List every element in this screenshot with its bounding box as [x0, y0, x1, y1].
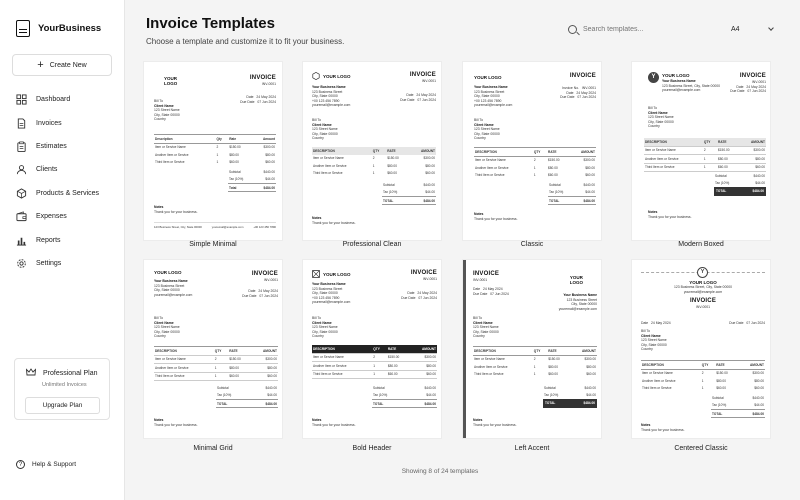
plan-card: [14, 358, 110, 420]
create-new-button[interactable]: [12, 54, 112, 76]
preview-logo: YOUR LOGO: [164, 76, 178, 87]
y-logo-icon: Y: [697, 267, 708, 278]
sidebar-item-label: Expenses: [36, 213, 67, 221]
template-name: Bold Header: [352, 445, 392, 452]
box-icon: [16, 188, 27, 199]
template-name: Centered Classic: [674, 445, 728, 452]
preview-table: DESCRIPTION QTY RATE AMOUNT Item or Service Name 2 $150.00 $300.00 Another Item or Service 1 $80.00 $80.00 Third Item or Service 1 $60.00 $60.00: [473, 346, 597, 378]
plan-title: Professional Plan: [43, 369, 98, 377]
gear-icon: [16, 258, 27, 269]
template-name: Left Accent: [514, 445, 550, 452]
plus-icon: +: [37, 58, 44, 71]
preview-number: INV-0001: [261, 82, 276, 87]
upgrade-plan-button[interactable]: Upgrade Plan: [25, 397, 100, 414]
brand[interactable]: [16, 20, 101, 37]
sidebar-item-label: Products & Services: [36, 189, 100, 197]
template-card-classic[interactable]: YOUR LOGO INVOICE Your Business Name 123 Business Street City, State 00000 +00 123 456 7890 youremail@example.com Invoice No. INV-0001 Date 24 May 2024 Due Date 07 Jun 2024 Bill To Client Name 123 Street Name City, State 00000 Country DESCRIPTION QTY RATE AMOUNT Item or Service Name 2 $150.00 $300.00 Another Item or Service 1 $80.00 $80.00 Third Item or Service 1 $60.00 $60.00 Subtotal $440.00 Tax (10%) $44.00 TOTAL $484.00 Notes Thank you for your business.: [462, 61, 602, 241]
template-name: Classic: [520, 241, 544, 248]
grid-icon: [16, 94, 27, 105]
accent-bar: [463, 260, 466, 439]
preview-table: DESCRIPTION QTY RATE AMOUNT Item or Service Name 2 $150.00 $300.00 Another Item or Service 1 $80.00 $80.00 Third Item or Service 1 $60.00 $60.00: [313, 148, 435, 176]
template-name: Minimal Grid: [193, 445, 233, 452]
sidebar-nav: [16, 88, 99, 275]
template-card-left-accent[interactable]: INVOICE INV-0001 Date 24 May 2024 Due Date 07 Jun 2024 YOUR LOGO Your Business Name 123 Business Street City, State 00000 youremail@example.com Bill To Client Name 123 Street Name City, State 00000 Country DESCRIPTION QTY RATE AMOUNT Item or Service Name 2 $150.00 $300.00 Another Item or Service 1 $80.00 $80.00 Third Item or Service 1 $60.00 $60.00 Subtotal $440.00 Tax (10%) $44.00 TOTAL $484.00 Notes Thank you for your business.: [462, 259, 602, 439]
paper-size-value: A4: [731, 25, 740, 33]
y-logo-icon: Y: [648, 72, 659, 83]
template-name: Simple Minimal: [189, 241, 237, 248]
chevron-down-icon: [768, 25, 774, 31]
sidebar-item-label: Reports: [36, 236, 61, 244]
plan-header: [26, 368, 97, 378]
search-input[interactable]: [583, 26, 713, 33]
wallet-icon: [16, 211, 27, 222]
sidebar-item-dashboard[interactable]: [16, 88, 99, 111]
document-icon: [16, 118, 27, 129]
pagination-status: Showing 8 of 24 templates: [401, 468, 479, 475]
sidebar-item-label: Invoices: [36, 119, 62, 127]
preview-title: INVOICE: [249, 75, 276, 81]
sidebar-item-invoices[interactable]: [16, 111, 99, 134]
search-icon: [568, 25, 577, 34]
preview-table: DESCRIPTION QTY RATE AMOUNT Item or Service Name 2 $150.00 $300.00 Another Item or Service 1 $80.00 $80.00 Third Item or Service 1 $60.00 $60.00: [474, 147, 596, 179]
image-logo-icon: [312, 270, 320, 280]
brand-name: YourBusiness: [38, 23, 102, 34]
sidebar-item-estimates[interactable]: [16, 135, 99, 158]
user-icon: [16, 164, 27, 175]
sidebar-item-expenses[interactable]: [16, 205, 99, 228]
sidebar: [0, 0, 125, 500]
template-name: Professional Clean: [342, 241, 402, 248]
preview-table: DESCRIPTION QTY RATE AMOUNT Item or Service Name 2 $150.00 $300.00 Another Item or Service 1 $80.00 $80.00 Third Item or Service 1 $60.00 $60.00: [644, 138, 766, 172]
template-card-modern-boxed[interactable]: Y YOUR LOGO Your Business Name 123 Business Street, City, State 00000 youremail@example.com INVOICE INV-0001 Date 24 May 2024 Due Date 07 Jun 2024 Bill To Client Name 123 Street Name City, State 00000 Country DESCRIPTION QTY RATE AMOUNT Item or Service Name 2 $150.00 $300.00 Another Item or Service 1 $80.00 $80.00 Third Item or Service 1 $60.00 $60.00 Subtotal $440.00 Tax (10%) $44.00 TOTAL $484.00 Notes Thank you for your business.: [631, 61, 771, 241]
help-label: Help & Support: [32, 461, 77, 468]
template-card-professional-clean[interactable]: YOUR LOGO INVOICE INV-0001 Your Business Name 123 Business Street City, State 00000 +00 123 456 7890 youremail@example.com Date 24 May 2024 Due Date 07 Jun 2024 Bill To Client Name 123 Street Name City, State 00000 Country DESCRIPTION QTY RATE AMOUNT Item or Service Name 2 $150.00 $300.00 Another Item or Service 1 $80.00 $80.00 Third Item or Service 1 $60.00 $60.00 Subtotal $440.00 Tax (10%) $44.00 TOTAL $484.00 Notes Thank you for your business.: [302, 61, 442, 241]
preview-table: DESCRIPTION QTY RATE AMOUNT Item or Service Name 2 $150.00 $300.00 Another Item or Service 1 $80.00 $80.00 Third Item or Service 1 $60.00 $60.00: [641, 360, 765, 392]
sidebar-item-products-services[interactable]: [16, 182, 99, 205]
template-card-centered-classic[interactable]: Y YOUR LOGO 123 Business Street, City, State 00000 youremail@example.com INVOICE INV-0001 Date 24 May 2024 Due Date 07 Jun 2024 Bill To Client Name 123 Street Name City, State 00000 Country DESCRIPTION QTY RATE AMOUNT Item or Service Name 2 $150.00 $300.00 Another Item or Service 1 $80.00 $80.00 Third Item or Service 1 $60.00 $60.00 Subtotal $440.00 Tax (10%) $44.00 TOTAL $484.00 Notes Thank you for your business.: [631, 259, 771, 439]
sidebar-item-label: Dashboard: [36, 96, 71, 104]
create-new-label: Create New: [49, 61, 87, 69]
hexagon-logo-icon: [312, 72, 320, 82]
crown-icon: [26, 368, 36, 378]
template-card-bold-header[interactable]: YOUR LOGO INVOICE INV-0001 Your Business Name 123 Business Street City, State 00000 +00 123 456 7890 youremail@example.com Date 24 May 2024 Due Date 07 Jun 2024 Bill To Client Name 123 Street Name City, State 00000 Country DESCRIPTION QTY RATE AMOUNT Item or Service Name 2 $150.00 $300.00 Another Item or Service 1 $80.00 $80.00 Third Item or Service 1 $60.00 $60.00 Subtotal $440.00 Tax (10%) $44.00 TOTAL $484.00 Notes Thank you for your business.: [302, 259, 442, 439]
help-support-link[interactable]: [16, 460, 76, 469]
template-card-simple-minimal[interactable]: YOUR LOGO INVOICE INV-0001 Date 24 May 2024 Due Date 07 Jun 2024 Bill To Client Name 123 Street Name City, State 00000 Country Description Qty Rate Amount Item or Service Name 2 $150.00 $300.00 Another Item or Service 1 $80.00 $80.00 Third Item or Service 1 $60.00 $60.00 Subtotal $440.00 Tax (10%) $44.00 Total $484.00 Notes Thank you for your business. 123 Business Street, City, State 00000 youremail@example.com +00 123 456 7890: [143, 61, 283, 241]
sidebar-item-settings[interactable]: [16, 252, 99, 275]
sidebar-item-reports[interactable]: [16, 228, 99, 251]
template-name: Modern Boxed: [678, 241, 724, 248]
page-subtitle: Choose a template and customize it to fit your business.: [146, 37, 345, 46]
plan-subtitle: Unlimited Invoices: [42, 382, 87, 388]
sidebar-item-clients[interactable]: [16, 158, 99, 181]
page-title: Invoice Templates: [146, 15, 275, 32]
template-card-minimal-grid[interactable]: YOUR LOGO Your Business Name 123 Business Street City, State 00000 youremail@example.com INVOICE INV-0001 Date 24 May 2024 Due Date 07 Jun 2024 Bill To Client Name 123 Street Name City, State 00000 Country DESCRIPTION QTY RATE AMOUNT Item or Service Name 2 $150.00 $300.00 Another Item or Service 1 $80.00 $80.00 Third Item or Service 1 $60.00 $60.00 Subtotal $440.00 Tax (10%) $44.00 TOTAL $484.00 Notes Thank you for your business.: [143, 259, 283, 439]
sidebar-item-label: Estimates: [36, 142, 67, 150]
paper-size-select[interactable]: [723, 21, 781, 37]
document-logo-icon: [16, 20, 30, 37]
search-box[interactable]: [568, 22, 718, 36]
help-icon: ?: [16, 460, 25, 469]
preview-table: Description Qty Rate Amount Item or Service Name 2 $150.00 $300.00 Another Item or Service 1 $80.00 $80.00 Third Item or Service 1 $60.00 $60.00: [154, 134, 276, 166]
clipboard-icon: [16, 141, 27, 152]
preview-table: DESCRIPTION QTY RATE AMOUNT Item or Service Name 2 $150.00 $300.00 Another Item or Service 1 $80.00 $80.00 Third Item or Service 1 $60.00 $60.00: [154, 346, 278, 381]
sidebar-item-label: Clients: [36, 166, 58, 174]
bar-chart-icon: [16, 235, 27, 246]
sidebar-item-label: Settings: [36, 259, 62, 267]
preview-table: DESCRIPTION QTY RATE AMOUNT Item or Service Name 2 $150.00 $300.00 Another Item or Service 1 $80.00 $80.00 Third Item or Service 1 $60.00 $60.00: [312, 345, 437, 379]
